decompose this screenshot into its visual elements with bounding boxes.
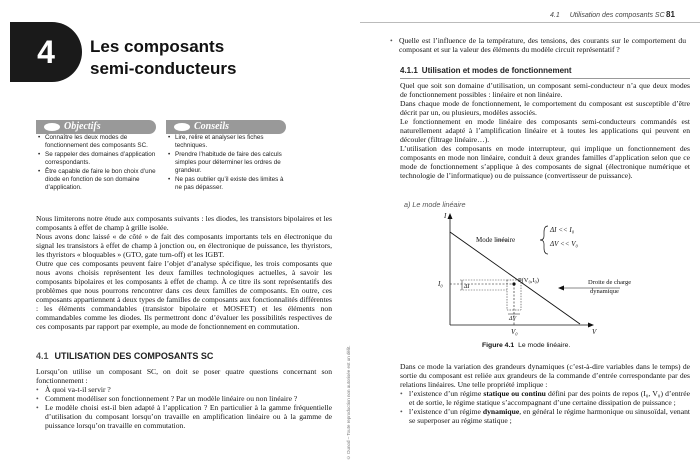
intro-paragraph-1: Nous limiterons notre étude aux composants suivants : les diodes, les transistors bipolaires et les composants à effet de champ à grille isolée. [36,214,332,232]
subsection-paragraph-2: Dans chaque mode de fonctionnement, le comportement du composant est susceptible d’être décrit par un, ou plusieurs, modèles associés. [400,99,690,117]
linear-mode-paragraph: Dans ce mode la variation des grandeurs dynamiques (c’est-à-dire variables dans le temps) de sortie du composant est reliée aux grandeurs de la commande d’entrée correspondante par des relations linéaires. Une telle propriété implique : [400,362,690,389]
axis-label-i: I [444,212,447,220]
implication-2-text: l’existence d’un régime [409,407,483,416]
delta-v-label: ΔV [509,316,517,322]
figure-caption [482,342,570,349]
section-heading [36,351,213,361]
running-header [550,10,675,19]
figure-number: Figure 4.1 [482,342,515,349]
chapter-title [90,36,236,80]
subsection-paragraph-4: L’utilisation des composants en mode interrupteur, qui implique un fonctionnement des composants en mode non linéaire, conduit à deux grandes familles d’application selon que ce mode de fonctionnement s’applique à des composants de signal (électronique numérique et technologie de l’informatique) ou de puissance (convertisseur de puissance). [400,144,690,180]
linear-mode-subhead: a) Le mode linéaire [404,200,466,209]
implication-1-bold: statique ou continu [483,389,546,398]
i0-label: I₀ [438,280,443,288]
operating-point [512,282,515,285]
question-item: • Comment modéliser son fonctionnement ? Par un modèle linéaire ou non linéaire ? [36,394,332,403]
y-axis-arrow [448,213,453,219]
right-page [360,0,700,472]
objective-item: • Se rappeler des domaines d’application correspondants. [38,151,156,167]
chapter-number: 4 [37,34,55,70]
chapter-title-line-2: semi-conducteurs [90,59,237,78]
x-axis-arrow [588,323,594,328]
figure-linear-mode [430,210,700,338]
implication-1-rest: défini par des points de repos (I₀, V₀) d’entrée et de sortie, le régime statique s’accompagnant d’une certaine dissipation de puissance ; [409,389,691,407]
header-rule [360,22,700,23]
advice-title: Conseils [194,121,230,132]
implication-1-text: l’existence d’un régime [409,389,484,398]
pencil-icon [174,123,190,131]
implication-2-rest: , en général le régime harmonique ou sinusoïdal, venant se superposer au régime statique ; [409,407,690,425]
subsection-rule [400,78,690,79]
question-item: • Le modèle choisi est-il bien adapté à l’application ? En particulier à la gamme fréquentielle d’utilisation du composant lorsqu’on travaille en amplification linéaire ou à la gamme de puissance lorsqu’on travaille en commutation. [36,403,332,430]
subsection-title: Utilisation et modes de fonctionnement [421,66,572,75]
advice-item: • Prendre l’habitude de faire des calculs simples pour déterminer les ordres de grandeur. [168,151,288,175]
advice-list [168,134,288,193]
implication-item [400,407,690,425]
load-line-label-1: Droite de charge [588,279,632,286]
page-number: 81 [666,10,675,19]
intro-paragraph-2: Nous avons donc laissé « de côté » de fait des composants importants tels en électronique du signal les transistors à effet de champ à jonction ou, en électronique de puissance, les thyristors, les thyristors « bloquables » (GTO, gate turn-off) et les IGBT. [36,232,332,259]
chapter-number-badge [10,22,82,82]
v0-label: V₀ [511,328,518,336]
section-title: UTILISATION DES COMPOSANTS SC [54,351,214,361]
objective-item: • Être capable de faire le bon choix d’une diode en fonction de son domaine d’application. [38,168,156,192]
objectives-list [38,134,156,193]
subsection-text [400,81,690,180]
advice-header [166,120,286,134]
objective-item: • Connaître les deux modes de fonctionnement des composants SC. [38,134,156,150]
left-page [0,0,340,472]
condition-brace [540,226,548,254]
figure-caption-text: Le mode linéaire. [518,342,571,349]
condition-voltage: ΔV << V₀ [550,240,578,248]
subsection-heading [400,66,572,75]
intro-paragraph-3: Outre que ces composants peuvent faire l’objet d’analyse spécifique, les trois composants que nous avons choisis représentent les deux familles technologiques actuelles, à savoir les composants bipolaires et les composants à effet de champ. À ce titre ils sont représentatifs des problèmes que nous pourrons rencontrer dans ces deux familles de composants. En outre, ces composants appartiennent à deux types de familles de composants aux fonctionnalités différentes : les éléments commandables (transistor bipolaire et MOSFET) et les éléments non commandables comme les diodes. Ils permettront donc d’évaluer les possibilités respectives de ces composants par rapport par exemple, au mode de fonctionnement en commutation. [36,259,332,331]
advice-item: • Ne pas oublier qu’il existe des limites à ne pas dépasser. [168,176,288,192]
copyright-notice: © Dunod – Toute reproduction non autorisée est un délit. [346,345,351,460]
delta-i-label: ΔI [464,284,470,290]
intro-text [36,214,332,331]
section-text [36,367,332,430]
subsection-number: 4.1.1 [400,66,418,75]
implication-item [400,389,690,407]
advice-item: • Lire, relire et analyser les fiches techniques. [168,134,288,150]
condition-current: ΔI << I₀ [550,226,575,234]
linear-mode-text [400,362,690,425]
pencil-icon [44,123,60,131]
operating-point-label: P(V₀,I₀) [518,277,539,284]
section-paragraph: Lorsqu’on utilise un composant SC, on doit se poser quatre questions concernant son fonctionnement : [36,367,332,385]
charge-arrow [558,286,564,291]
subsection-paragraph-1: Quel que soit son domaine d’utilisation, un composant semi-conducteur n’a que deux modes de fonctionnement possibles : linéaire et non linéaire. [400,81,690,99]
objectives-header [36,120,156,134]
chapter-title-line-1: Les composants [90,37,225,56]
mode-lineaire-label: Mode linéaire [476,236,516,244]
subsection-paragraph-3: Le fonctionnement en mode linéaire des composants semi-conducteurs commandés est naturellement adapté à l’amplification linéaire et à toutes les applications qui peuvent en découler (filtrage linéaire…). [400,117,690,144]
question-4 [390,36,686,54]
question-item: • Quelle est l’influence de la température, des tensions, des courants sur le comportement du composant et sur la valeur des éléments du modèle circuit représentatif ? [390,36,686,54]
question-item: • À quoi va-t-il servir ? [36,385,332,394]
section-number: 4.1 [36,351,49,361]
implication-2-bold: dynamique [482,407,520,416]
objectives-title: Objectifs [64,121,101,132]
running-title: Utilisation des composants SC [569,12,665,19]
axis-label-v: V [592,328,597,336]
load-line-label-2: dynamique [590,288,619,295]
running-section-number: 4.1 [550,12,560,19]
